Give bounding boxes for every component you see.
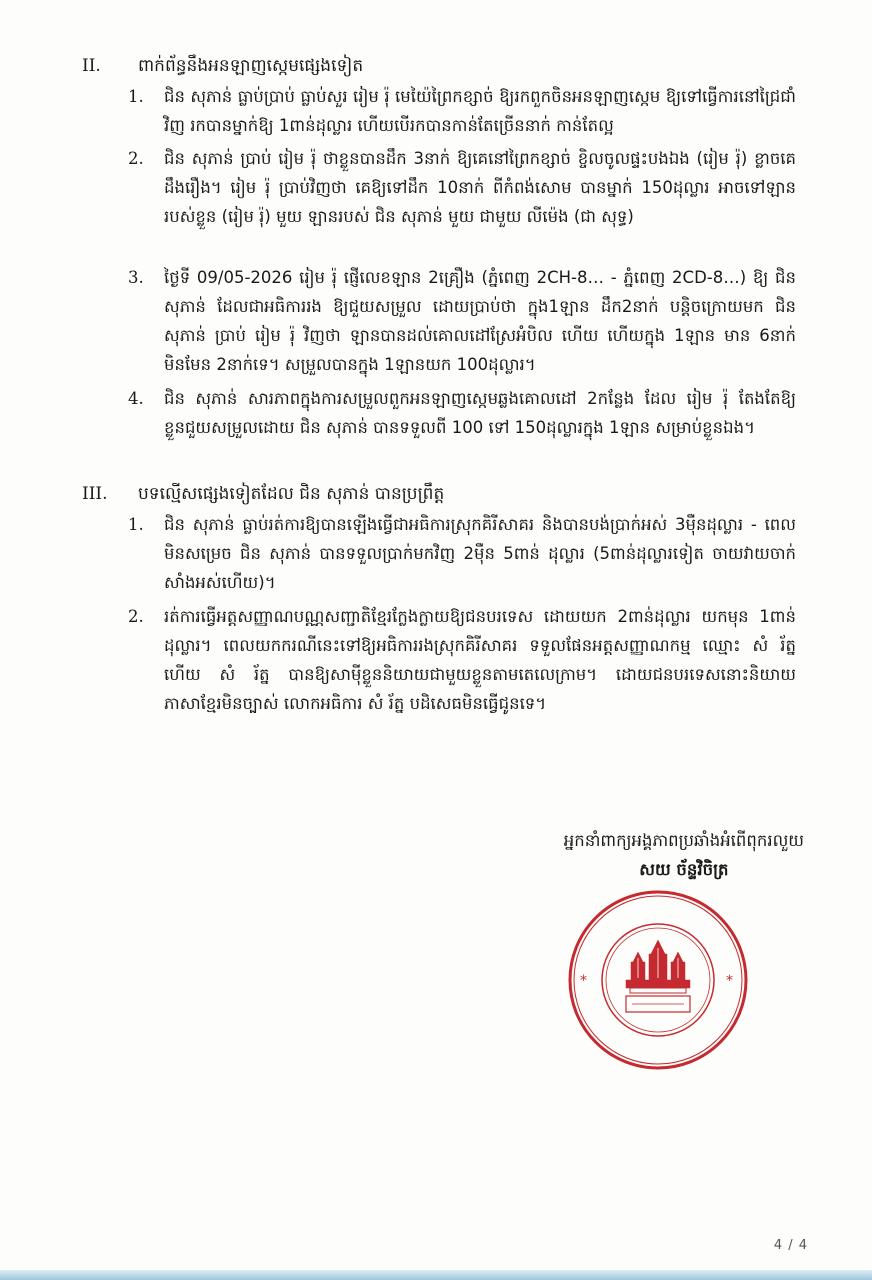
item-number: 2. [128, 149, 144, 168]
list-item [128, 510, 796, 597]
item-text: ជិន សុភាន់ ធ្លាប់ប្រាប់ ធ្លាប់សួរ រៀម រ៉ុ មេយ៉ៃព្រៃកខ្សាច់ ឱ្យរកពួកចិនអនឡាញស្កេម ឱ្យទៅធ្វើការនៅជ្រៃជាំវិញ រកបានម្នាក់ឱ្យ 1ពាន់ដុល្លារ ហើយបើរកបានកាន់តែច្រើននាក់ កាន់តែល្អ [164, 87, 796, 135]
list-item [128, 384, 796, 442]
item-text: ថ្ងៃទី 09/05-2026 រៀម រ៉ុ ផ្ញើលេខឡាន 2គ្រឿង (ភ្នំពេញ 2CH-8… - ភ្នំពេញ 2CD-8…) ឱ្យ ជិន សុភាន់ ដែលជាអធិការរង ឱ្យជួយសម្រួល ដោយប្រាប់ថា ក្នុង1ឡាន ដឹក2នាក់ បន្តិចក្រោយមក ជិន សុភាន់ ប្រាប់ រៀម រ៉ុ វិញថា ឡានបានដល់គោលដៅស្រែអំបិល ហើយ ហើយក្នុង 1ឡាន មាន 6នាក់ មិនមែន 2នាក់ទេ។ សម្រួលបានក្នុង 1ឡានយក 100ដុល្លារ។ [164, 268, 796, 374]
signature-block [564, 826, 804, 884]
section-title: ពាក់ព័ន្ធនឹងអនឡាញស្កេមផ្សេងទៀត [138, 56, 364, 76]
item-number: 3. [128, 268, 144, 287]
svg-text:*: * [726, 973, 733, 989]
signatory-title: អ្នកនាំពាក្យអង្គភាពប្រឆាំងអំពើពុករលួយ [563, 831, 804, 850]
svg-text:*: * [580, 973, 587, 989]
section-title: បទល្មើសផ្សេងទៀតដែល ជិន សុភាន់ បានប្រព្រឹត្ត [138, 484, 445, 504]
list-item [128, 602, 796, 718]
list-item [128, 144, 796, 231]
item-text: ជិន សុភាន់ ប្រាប់ រៀម រ៉ុ ថាខ្លួនបានដឹក 3នាក់ ឱ្យគេនៅព្រៃកខ្សាច់ ខ្ចិលចូលផ្ទះបងឯង (រៀម រ៉ុ) ខ្លាចគេដឹងរឿង។ រៀម រ៉ុ ប្រាប់វិញថា គេឱ្យទៅដឹក 10នាក់ ពីកំពង់សោម បានម្នាក់ 150ដុល្លារ អាចទៅឡានរបស់ខ្លួន (រៀម រ៉ុ) មួយ ឡានរបស់ ជិន សុភាន់ មួយ ជាមួយ លីម៉េង (ជា សុទ្ធ) [164, 149, 796, 226]
list-item [128, 263, 796, 379]
list-item [128, 82, 796, 140]
item-number: 1. [128, 87, 144, 106]
official-seal-icon [566, 888, 750, 1072]
section-heading [82, 480, 444, 509]
item-text: ជិន សុភាន់ សារភាពក្នុងការសម្រួលពួកអនឡាញស្កេមឆ្លងគោលដៅ 2កន្លែង ដែល រៀម រ៉ុ តែងតែឱ្យខ្លួនជួយសម្រួលដោយ ជិន សុភាន់ បានទទួលពី 100 ទៅ 150ដុល្លារក្នុង 1ឡាន សម្រាប់ខ្លួនឯង។ [164, 389, 796, 437]
item-text: ជិន សុភាន់ ធ្លាប់រត់ការឱ្យបានឡើងធ្វើជាអធិការស្រុកគិរីសាគរ និងបានបង់ប្រាក់អស់ 3ម៉ឺនដុល្លារ - ពេលមិនសម្រេច ជិន សុភាន់ បានទទួលប្រាក់មកវិញ 2ម៉ឺន 5ពាន់ ដុល្លារ (5ពាន់ដុល្លារទៀត ចាយវាយចាក់សាំងអស់ហើយ)។ [164, 515, 796, 592]
section-number: III. [82, 484, 108, 504]
scan-edge [0, 1270, 872, 1280]
section-number: II. [82, 56, 101, 76]
section-heading [82, 52, 363, 81]
item-text: រត់ការធ្វើអត្តសញ្ញាណបណ្ណសញ្ជាតិខ្មែរក្លែងក្លាយឱ្យជនបរទេស ដោយយក 2ពាន់ដុល្លារ យកមុន 1ពាន់ដុល្លារ។ ពេលយកករណីនេះទៅឱ្យអធិការរងស្រុកគិរីសាគរ ទទួលផែនអត្តសញ្ញាណកម្ម ឈ្មោះ សំ រ័ត្ន ហើយ សំ រ័ត្ន បានឱ្យសាម៉ីខ្លួននិយាយជាមួយខ្លួនតាមតេលេក្រាម។ ដោយជនបរទេសនោះនិយាយភាសាខ្មែរមិនច្បាស់ លោកអធិការ សំ រ័ត្ន បដិសេធមិនធ្វើជូនទេ។ [164, 607, 796, 713]
item-number: 2. [128, 607, 144, 626]
item-number: 4. [128, 389, 144, 408]
signatory-name: សយ ច័ន្ទវិចិត្រ [639, 860, 729, 879]
item-number: 1. [128, 515, 144, 534]
page-number: 4 / 4 [773, 1238, 808, 1253]
